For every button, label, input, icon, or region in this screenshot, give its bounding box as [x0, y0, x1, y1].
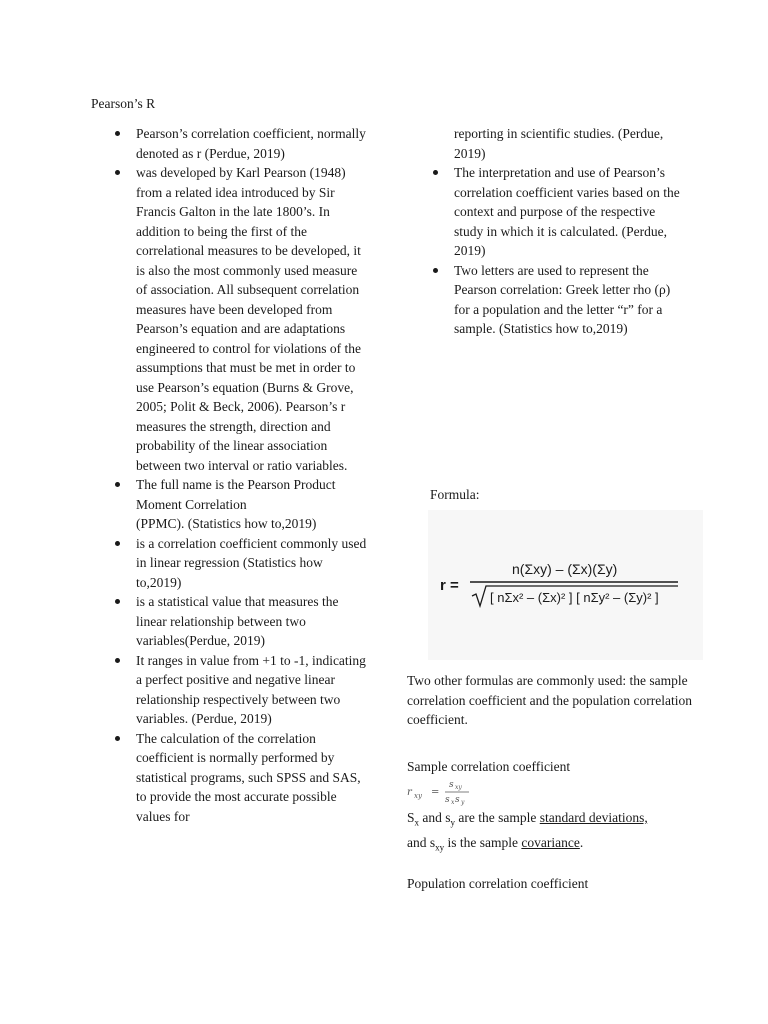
- formula-numerator: n(Σxy) – (Σx)(Σy): [512, 561, 618, 577]
- list-item: Pearson’s correlation coefficient, normally denoted as r (Perdue, 2019): [112, 124, 367, 163]
- bullet-icon: [115, 599, 120, 604]
- sample-formula-den: s: [445, 795, 450, 805]
- other-formulas-paragraph: Two other formulas are commonly used: the sample correlation coefficient and the population correlation coefficient.: [407, 673, 693, 727]
- list-item: The interpretation and use of Pearson’s correlation coefficient varies based on the context and purpose of the respective study in which it is calculated. (Perdue, 2019): [430, 163, 685, 261]
- list-item: was developed by Karl Pearson (1948) from a related idea introduced by Sir Francis Galton in the late 1800’s. In addition to being the first of the correlational measures to be developed, it is also the most commonly used measure of association. All subsequent correlation measures have been developed from Pearson’s equation and are adaptations engineered to control for violations of the assumptions that must be met in order to use Pearson’s equation (Burns & Grove, 2005; Polit & Beck, 2006). Pearson’s r measures the strength, direction and probability of the linear association between two interval or ratio variables.: [112, 163, 367, 475]
- list-item-continuation: reporting in scientific studies. (Perdue, 2019): [454, 126, 664, 161]
- sample-label: Sample correlation coefficient: [407, 759, 571, 774]
- page-title: Pearson’s R: [91, 96, 156, 111]
- sample-description: $S_x$ and $s_y$ are the sample standard deviations, and $s_{xy}$ is the sample covariance.: [407, 810, 648, 853]
- pearson-formula: [432, 552, 682, 612]
- list-item: is a statistical value that measures the linear relationship between two variables(Perdue, 2019): [112, 592, 367, 651]
- formula-denominator: [ nΣx² – (Σx)² ] [ nΣy² – (Σy)² ]: [490, 590, 659, 605]
- list-item: The full name is the Pearson Product Moment Correlation (PPMC). (Statistics how to,2019): [112, 475, 367, 534]
- sample-formula: [407, 777, 487, 807]
- left-column: [112, 124, 367, 826]
- list-item: Two letters are used to represent the Pearson correlation: Greek letter rho (ρ) for a population and the letter “r” for a sample. (Statistics how to,2019): [430, 261, 685, 339]
- formula-label: Formula:: [430, 487, 480, 502]
- sample-formula-den-sub2: y: [461, 799, 465, 806]
- bullet-icon: [433, 268, 438, 273]
- formula-lhs: r =: [440, 577, 459, 594]
- list-item: The calculation of the correlation coefficient is normally performed by statistical programs, such SPSS and SAS, to provide the most accurate possible values for: [112, 729, 367, 827]
- bullet-icon: [115, 736, 120, 741]
- sample-formula-lhs: r: [407, 787, 412, 798]
- covariance-link[interactable]: covariance: [521, 835, 580, 851]
- svg-text:=: =: [431, 787, 440, 798]
- sample-formula-lhs-sub: xy: [414, 792, 422, 800]
- bullet-icon: [115, 170, 120, 175]
- bullet-icon: [115, 658, 120, 663]
- standard-deviations-link[interactable]: standard deviations,: [539, 810, 648, 825]
- list-item: is a correlation coefficient commonly used in linear regression (Statistics how to,2019): [112, 534, 367, 593]
- sample-formula-num: s: [449, 780, 454, 790]
- bullet-icon: [115, 482, 120, 487]
- sample-formula-num-sub: xy: [455, 784, 462, 791]
- sample-formula-den2: s: [455, 795, 460, 805]
- list-item: It ranges in value from +1 to -1, indicating a perfect positive and negative linear relationship respectively between two variables. (Perdue, 2019): [112, 651, 367, 729]
- sample-formula-den-sub1: x: [451, 799, 455, 806]
- bullet-icon: [433, 170, 438, 175]
- bullet-icon: [115, 131, 120, 136]
- right-bullet-list: [430, 124, 685, 339]
- population-label: Population correlation coefficient: [407, 876, 589, 891]
- right-column: [430, 124, 685, 339]
- left-bullet-list: [112, 124, 367, 826]
- bullet-icon: [115, 541, 120, 546]
